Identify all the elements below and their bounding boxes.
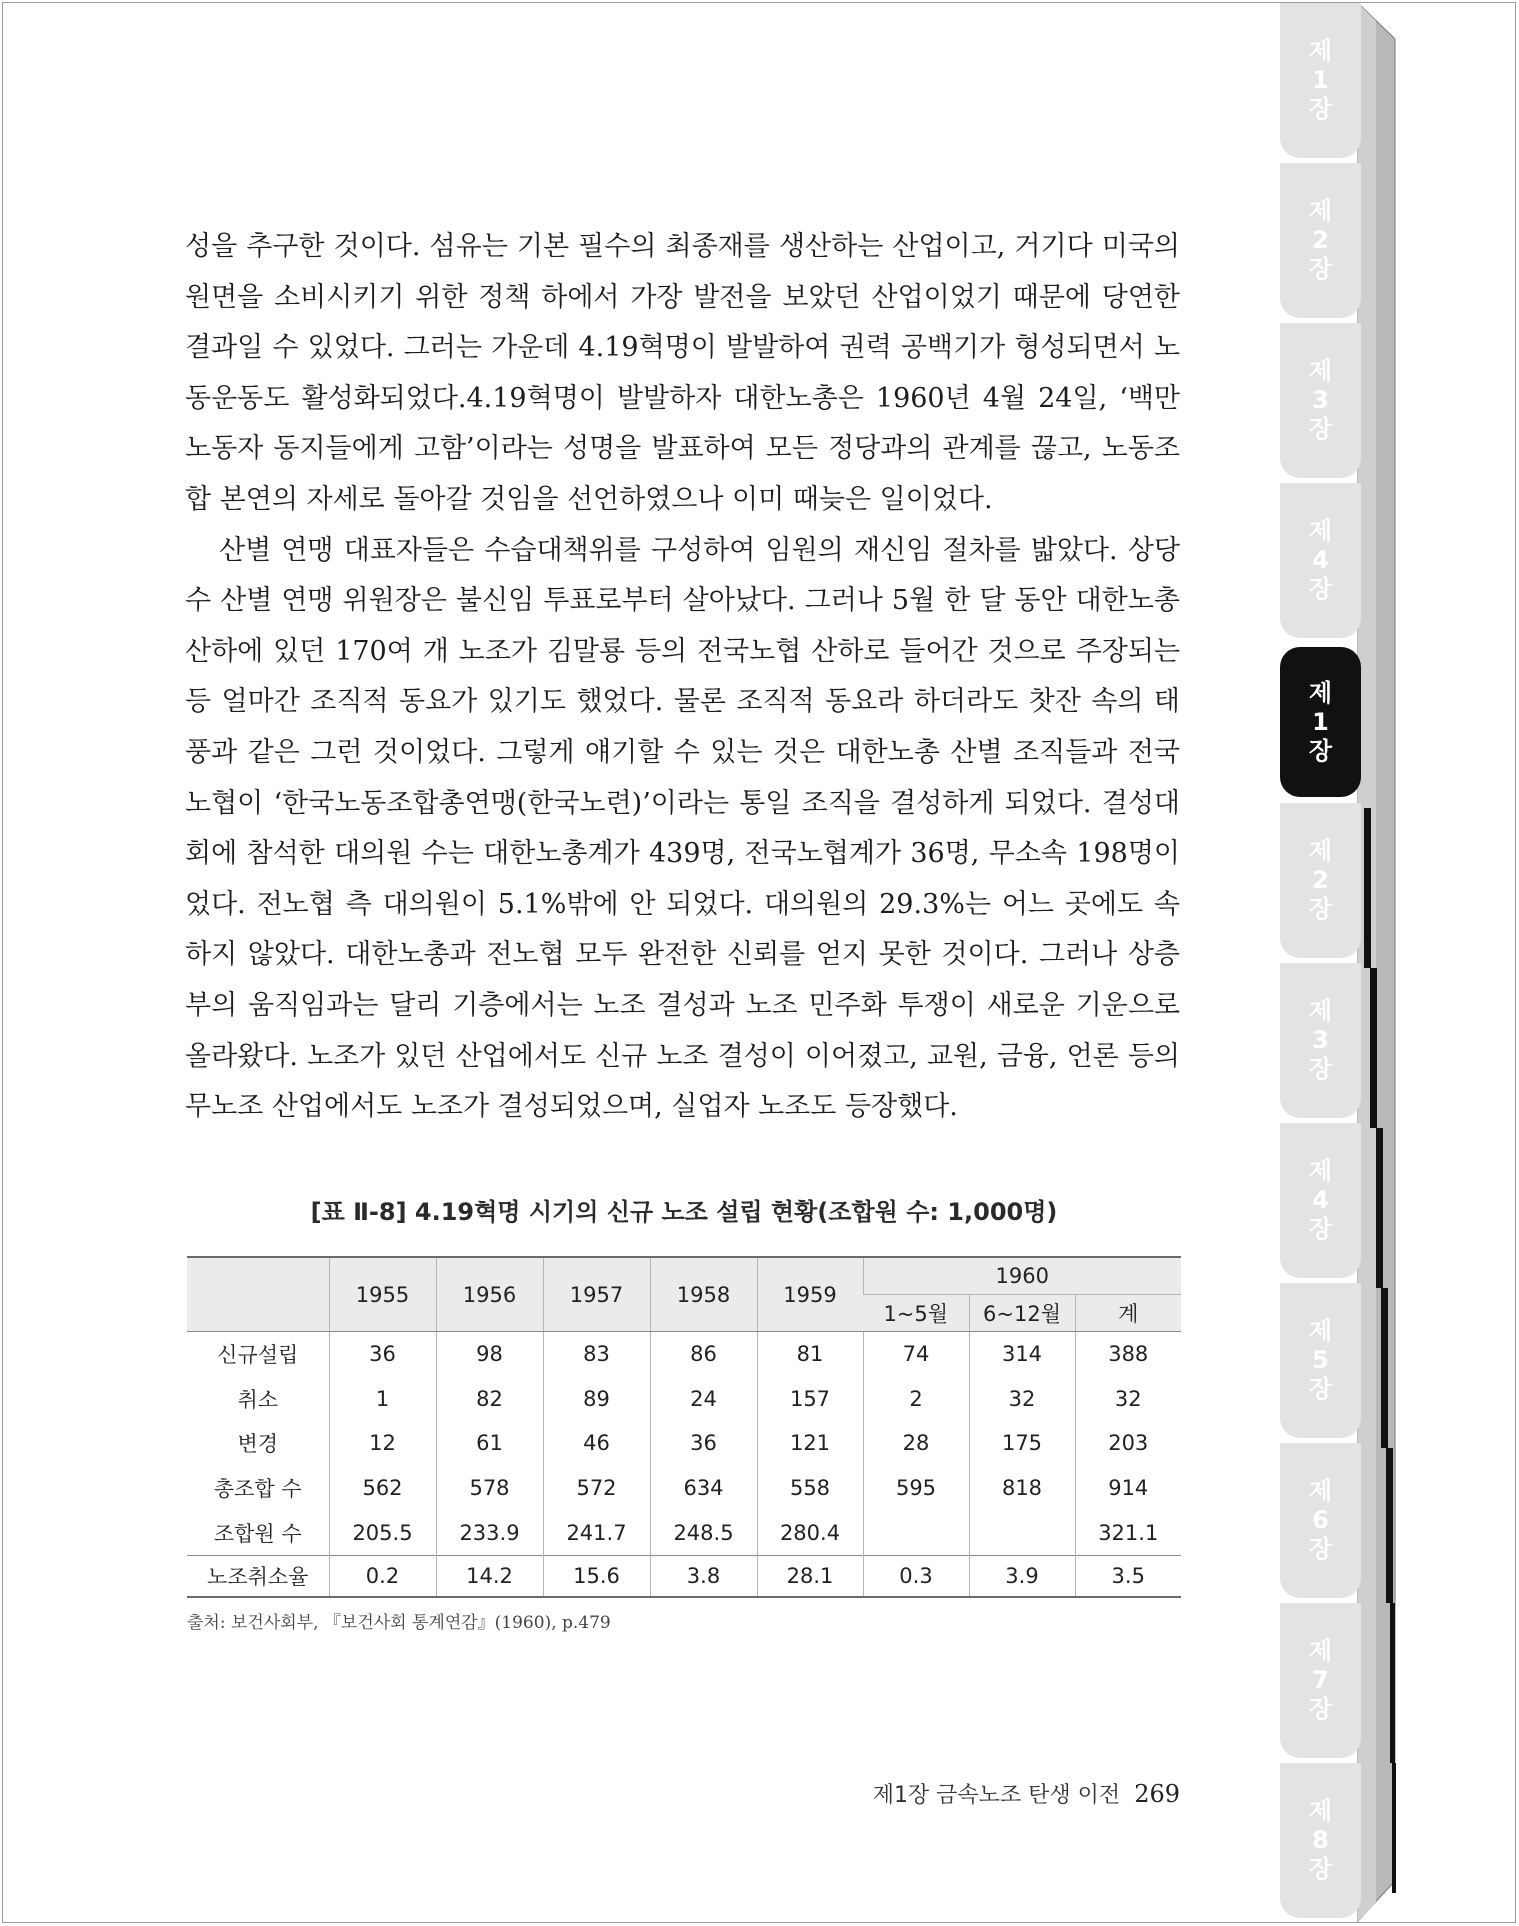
chapter-tab[interactable] (1280, 1443, 1361, 1598)
header-year: 1956 (436, 1257, 543, 1332)
table-cell: 203 (1075, 1421, 1181, 1466)
header-year: 1955 (329, 1257, 436, 1332)
chapter-tab[interactable] (1280, 1283, 1361, 1438)
table-cell: 32 (1075, 1377, 1181, 1422)
header-sub: 1~5월 (863, 1295, 969, 1332)
chapter-tab[interactable] (1280, 1123, 1361, 1278)
table-cell: 24 (650, 1377, 757, 1422)
table-cell: 388 (1075, 1332, 1181, 1377)
table-cell: 157 (757, 1377, 863, 1422)
table-cell: 32 (969, 1377, 1075, 1422)
table-cell: 572 (543, 1466, 650, 1511)
header-year: 1957 (543, 1257, 650, 1332)
chapter-tab-label: 제8장 (1308, 1797, 1333, 1883)
table-cell: 28.1 (757, 1555, 863, 1597)
chapter-tab[interactable] (1280, 1763, 1361, 1918)
table-cell: 86 (650, 1332, 757, 1377)
table-row (187, 1377, 1181, 1422)
table-cell: 36 (650, 1421, 757, 1466)
table-cell: 314 (969, 1332, 1075, 1377)
row-label: 노조취소율 (187, 1555, 329, 1597)
row-label: 취소 (237, 1387, 279, 1412)
row-label: 총조합 수 (213, 1477, 302, 1502)
chapter-tab[interactable] (1280, 163, 1361, 318)
table-body (187, 1332, 1181, 1597)
header-sub: 계 (1075, 1295, 1181, 1332)
table-cell: 233.9 (436, 1510, 543, 1555)
chapter-tab[interactable] (1280, 3, 1361, 158)
table-source: 출처: 보건사회부, 『보건사회 통계연감』(1960), p.479 (187, 1613, 611, 1633)
page-number: 269 (1134, 1780, 1180, 1808)
chapter-tab-label: 제2장 (1308, 197, 1333, 283)
table-cell (969, 1510, 1075, 1555)
header-year: 1959 (757, 1257, 863, 1332)
paragraph: 산별 연맹 대표자들은 수습대책위를 구성하여 임원의 재신임 절차를 밟았다. 상당수 산별 연맹 위원장은 불신임 투표로부터 살아났다. 그러나 5월 한 달 동안 대한노총 산하에 있던 170여 개 노조가 김말룡 등의 전국노협 산하로 들어간 것으로 주장되는 등 얼마간 조직적 동요가 있기도 했었다. 물론 조직적 동요라 하더라도 찻잔 속의 태풍과 같은 그런 것이었다. 그렇게 얘기할 수 있는 것은 대한노총 산별 조직들과 전국노협이 ‘한국노동조합총연맹(한국노련)’이라는 통일 조직을 결성하게 되었다. 결성대회에 참석한 대의원 수는 대한노총계가 439명, 전국노협계가 36명, 무소속 198명이었다. 전노협 측 대의원이 5.1%밖에 안 되었다. 대의원의 29.3%는 어느 곳에도 속하지 않았다. 대한노총과 전노협 모두 완전한 신뢰를 얻지 못한 것이다. 그러나 상층부의 움직임과는 달리 기층에서는 노조 결성과 노조 민주화 투쟁이 새로운 기운으로 올라왔다. 노조가 있던 산업에서도 신규 노조 결성이 이어졌고, 교원, 금융, 언론 등의 무노조 산업에서도 노조가 결성되었으며, 실업자 노조도 등장했다. (185, 534, 1180, 1123)
table-cell: 61 (436, 1421, 543, 1466)
table-cell (863, 1510, 969, 1555)
table-cell: 248.5 (650, 1510, 757, 1555)
chapter-tab-label: 제3장 (1308, 997, 1333, 1083)
table-cell: 14.2 (436, 1555, 543, 1597)
header-corner (187, 1257, 329, 1332)
table-cell: 280.4 (757, 1510, 863, 1555)
chapter-tab-label: 제2장 (1308, 837, 1333, 923)
header-year: 1958 (650, 1257, 757, 1332)
chapter-tab[interactable] (1280, 803, 1361, 958)
table-cell: 81 (757, 1332, 863, 1377)
chapter-tab-label: 제1장 (1308, 678, 1333, 765)
page-footer (855, 1778, 1180, 1809)
chapter-tab[interactable] (1280, 483, 1361, 638)
table-cell: 818 (969, 1466, 1075, 1511)
body-text (185, 222, 1180, 1133)
table-cell: 12 (329, 1421, 436, 1466)
table-cell: 595 (863, 1466, 969, 1511)
row-label: 조합원 수 (213, 1521, 302, 1546)
table-cell: 0.3 (863, 1555, 969, 1597)
row-label: 신규설립 (217, 1343, 299, 1368)
chapter-tab-label: 제4장 (1308, 517, 1333, 603)
table-cell: 914 (1075, 1466, 1181, 1511)
table-cell: 74 (863, 1332, 969, 1377)
table-cell: 578 (436, 1466, 543, 1511)
table-cell: 82 (436, 1377, 543, 1422)
chapter-tab-label: 제1장 (1308, 37, 1333, 123)
table-row (187, 1332, 1181, 1377)
chapter-tab-label: 제6장 (1308, 1477, 1333, 1563)
table-cell: 558 (757, 1466, 863, 1511)
data-table (187, 1256, 1181, 1598)
table-cell: 562 (329, 1466, 436, 1511)
chapter-tab-label: 제3장 (1308, 357, 1333, 443)
table-row (187, 1510, 1181, 1555)
chapter-tab[interactable] (1280, 647, 1361, 797)
table-row (187, 1466, 1181, 1511)
table-cell: 89 (543, 1377, 650, 1422)
header-group-1960: 1960 (863, 1257, 1181, 1295)
running-title: 제1장 금속노조 탄생 이전 (872, 1783, 1121, 1808)
chapter-tab-strip (1280, 3, 1400, 1923)
table-cell: 36 (329, 1332, 436, 1377)
chapter-tab-label: 제7장 (1308, 1637, 1333, 1723)
table-cell: 121 (757, 1421, 863, 1466)
table-cell: 241.7 (543, 1510, 650, 1555)
chapter-tab[interactable] (1280, 323, 1361, 478)
table-cell: 205.5 (329, 1510, 436, 1555)
table-cell: 3.9 (969, 1555, 1075, 1597)
table-cell: 0.2 (329, 1555, 436, 1597)
chapter-tab[interactable] (1280, 963, 1361, 1118)
table-cell: 83 (543, 1332, 650, 1377)
table-cell: 28 (863, 1421, 969, 1466)
table-cell: 1 (329, 1377, 436, 1422)
table-cell: 98 (436, 1332, 543, 1377)
row-label: 변경 (237, 1432, 279, 1457)
table-cell: 3.8 (650, 1555, 757, 1597)
table-row (187, 1555, 1181, 1597)
chapter-tab[interactable] (1280, 1603, 1361, 1758)
table-cell: 15.6 (543, 1555, 650, 1597)
header-sub: 6~12월 (969, 1295, 1075, 1332)
chapter-tab-label: 제5장 (1308, 1317, 1333, 1403)
table-cell: 3.5 (1075, 1555, 1181, 1597)
table-cell: 46 (543, 1421, 650, 1466)
paragraph: 성을 추구한 것이다. 섬유는 기본 필수의 최종재를 생산하는 산업이고, 거기다 미국의 원면을 소비시키기 위한 정책 하에서 가장 발전을 보았던 산업이었기 때문에 당연한 결과일 수 있었다. 그러는 가운데 4.19혁명이 발발하여 권력 공백기가 형성되면서 노동운동도 활성화되었다.4.19혁명이 발발하자 대한노총은 1960년 4월 24일, ‘백만 노동자 동지들에게 고함’이라는 성명을 발표하여 모든 정당과의 관계를 끊고, 노동조합 본연의 자세로 돌아갈 것임을 선언하였으나 이미 때늦은 일이었다. (185, 231, 1180, 515)
table-row (187, 1421, 1181, 1466)
table-cell: 634 (650, 1466, 757, 1511)
chapter-tab-label: 제4장 (1308, 1157, 1333, 1243)
table-caption: [표 Ⅱ-8] 4.19혁명 시기의 신규 노조 설립 현황(조합원 수: 1,000명) (310, 1198, 1058, 1226)
table-cell: 175 (969, 1421, 1075, 1466)
table-cell: 321.1 (1075, 1510, 1181, 1555)
table-cell: 2 (863, 1377, 969, 1422)
